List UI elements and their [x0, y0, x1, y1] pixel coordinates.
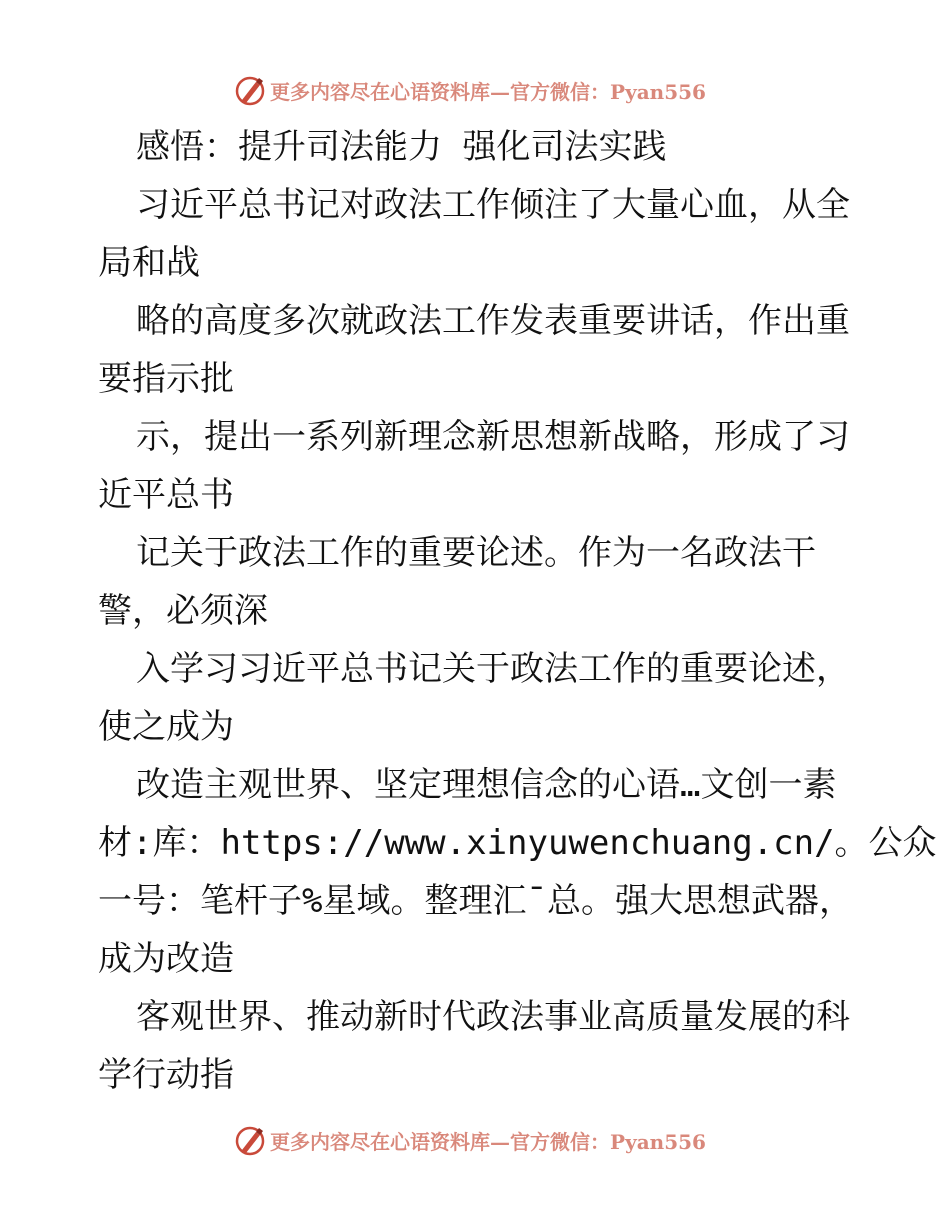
- footer-watermark-banner: [0, 1120, 950, 1160]
- text-line: 成为改造: [98, 939, 234, 979]
- footer-watermark-text: 更多内容尽在心语资料库—官方微信：Pyan556: [270, 1129, 706, 1154]
- text-line: 略的高度多次就政法工作发表重要讲话，作出重: [136, 301, 850, 341]
- text-line: 局和战: [98, 243, 200, 283]
- document-body: [98, 118, 937, 1104]
- text-line: 使之成为: [98, 707, 234, 747]
- text-line: 改造主观世界、坚定理想信念的心语…文创一素: [136, 765, 837, 805]
- text-line: 材:库：https://www.xinyuwenchuang.cn/。公众: [98, 823, 937, 863]
- header-watermark-banner: [0, 70, 950, 110]
- text-line: 警，必须深: [98, 591, 268, 631]
- text-line: 一号：笔杆子%星域。整理汇¯总。强大思想武器，: [98, 881, 853, 921]
- text-line: 要指示批: [98, 359, 234, 399]
- pen-logo-icon: [234, 74, 266, 106]
- pen-logo-icon: [234, 1124, 266, 1156]
- document-title: 感悟：提升司法能力 强化司法实践: [136, 127, 667, 167]
- text-line: 示，提出一系列新理念新思想新战略，形成了习: [136, 417, 850, 457]
- text-line: 记关于政法工作的重要论述。作为一名政法干: [136, 533, 816, 573]
- text-line: 习近平总书记对政法工作倾注了大量心血，从全: [136, 185, 850, 225]
- text-line: 近平总书: [98, 475, 234, 515]
- text-line: 学行动指: [98, 1055, 234, 1095]
- header-watermark-text: 更多内容尽在心语资料库—官方微信：Pyan556: [270, 79, 706, 104]
- text-line: 客观世界、推动新时代政法事业高质量发展的科: [136, 997, 850, 1037]
- text-line: 入学习习近平总书记关于政法工作的重要论述，: [136, 649, 850, 689]
